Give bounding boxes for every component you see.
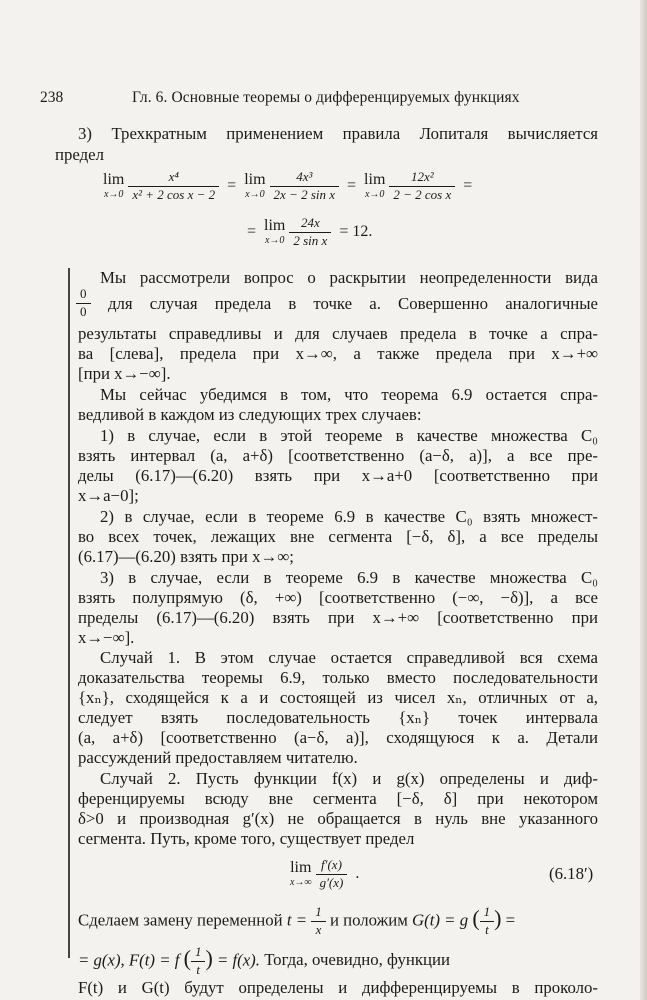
- page-edge-shadow: [640, 0, 647, 1000]
- para2-line-12: пределы (6.17)—(6.20) взять при x→+∞ [соответственно при: [78, 608, 598, 627]
- para1-line-2: для случая предела в точке a. Совершенно аналогичные: [108, 294, 598, 313]
- intro-line-2: предел: [55, 145, 104, 164]
- fraction-2: $\frac{\text{4x³}}{\text{2x − 2 sin x}}$: [270, 170, 339, 203]
- para1-line-5: [при x→−∞].: [78, 364, 171, 383]
- para2-line-11: взять полупрямую (δ, +∞) [соответственно (−∞, −δ)], а все: [78, 588, 598, 607]
- para2-line-1: Мы сейчас убедимся в том, что теорема 6.9 остается спра-: [100, 385, 598, 404]
- case1-line-2: доказательства теоремы 6.9, только вместо последовательности: [78, 668, 598, 687]
- chapter-title: Гл. 6. Основные теоремы о дифференцируемых функциях: [132, 89, 520, 106]
- para1-line-3: результаты справедливы и для случаев предела в точке a спра-: [78, 324, 598, 343]
- formula-1-line-1: lim x→0 $\frac{\text{x⁴}}{\text{x² + 2 cos x − 2}}$ = lim x→0 $\frac{\text{4x³}}{\text{2x − 2 sin x}}$ = lim x→0 $\frac{\text{12x²}}{\text{2 − 2 cos x}}$ =: [103, 169, 473, 202]
- para2-line-10: 3) в случае, если в теореме 6.9 в качестве множества C₀: [100, 568, 598, 587]
- equation-number: (6.18′): [549, 864, 594, 883]
- lim-operator: lim x→0: [264, 217, 286, 247]
- fraction-3: $\frac{\text{12x²}}{\text{2 − 2 cos x}}$: [389, 170, 455, 203]
- case2-line-2: ференцируемы всюду вне сегмента [−δ, δ] при некотором: [78, 789, 598, 808]
- lim-operator: lim x→0: [364, 171, 386, 201]
- margin-line: [68, 268, 70, 958]
- para1-line-4: ва [слева], предела при x→∞, а также предела при x→+∞: [78, 344, 598, 363]
- para2-line-5: делы (6.17)—(6.20) взять при x→a+0 [соответственно при: [78, 466, 598, 485]
- lim-operator: lim x→0: [244, 171, 266, 201]
- page-number: 238: [40, 89, 64, 106]
- fraction-1: $\frac{\text{x⁴}}{\text{x² + 2 cos x − 2}}$: [128, 170, 219, 203]
- para2-line-9: (6.17)—(6.20) взять при x→∞;: [78, 547, 294, 566]
- para2-line-4: взять интервал (a, a+δ) [соответственно (a−δ, a)], а все пре-: [78, 446, 598, 465]
- para2-line-2: ведливой в каждом из следующих трех случаев:: [78, 405, 422, 424]
- case1-line-1: Случай 1. В этом случае остается справедливой вся схема: [100, 648, 598, 667]
- case2-line-3: δ>0 и производная g′(x) не обращается в нуль вне указанного: [78, 809, 598, 828]
- para1-fraction: $\frac{0}{0}$: [76, 287, 91, 320]
- case1-line-4: следует взять последовательность {xₙ} точек интервала: [78, 708, 598, 727]
- para1-line-1: Мы рассмотрели вопрос о раскрытии неопределенности вида: [100, 268, 598, 287]
- lim-operator: lim x→0: [103, 171, 125, 201]
- lim-operator: lim x→∞: [290, 859, 312, 889]
- para2-line-7: 2) в случае, если в теореме 6.9 в качестве C₀ взять множест-: [100, 507, 598, 526]
- case2-line-1: Случай 2. Пусть функции f(x) и g(x) определены и диф-: [100, 769, 598, 788]
- case1-line-5: (a, a+δ) [соответственно (a−δ, a)], сходящуюся к a. Детали: [78, 728, 598, 747]
- final-line-2: = g(x), F(t) = f ( $\frac{1}{t}$ ) = f(x). Тогда, очевидно, функции: [78, 944, 450, 977]
- para2-line-6: x→a−0];: [78, 486, 139, 505]
- case1-line-6: рассуждений предоставляем читателю.: [78, 748, 358, 767]
- para2-line-13: x→−∞].: [78, 628, 135, 647]
- fraction-4: $\frac{24x}{\text{2 sin x}}$: [289, 216, 331, 249]
- formula-1-line-2: = lim x→0 $\frac{24x}{\text{2 sin x}}$ = 12.: [247, 215, 373, 248]
- para2-line-3: 1) в случае, если в этой теореме в качестве множества C₀: [100, 426, 598, 445]
- final-line-1: Сделаем замену переменной t = $\frac{1}{x}$ и положим G(t) = g ( $\frac{1}{t}$ ) =: [78, 904, 516, 937]
- para2-line-8: во всех точек, лежащих вне сегмента [−δ, δ], а все пределы: [78, 527, 598, 546]
- case1-line-3: {xₙ}, сходящейся к a и состоящей из чисел xₙ, отличных от a,: [78, 688, 598, 707]
- fraction-derivatives: $\frac{f'(x)}{g'(x)}$: [316, 858, 348, 891]
- case2-line-4: сегмента. Путь, кроме того, существует предел: [78, 829, 415, 848]
- intro-line-1: 3) Трехкратным применением правила Лопиталя вычисляется: [78, 124, 598, 143]
- formula-2: lim x→∞ $\frac{f'(x)}{g'(x)}$ .: [290, 857, 360, 890]
- final-line-3: F(t) и G(t) будут определены и дифференцируемы в проколо-: [78, 978, 598, 997]
